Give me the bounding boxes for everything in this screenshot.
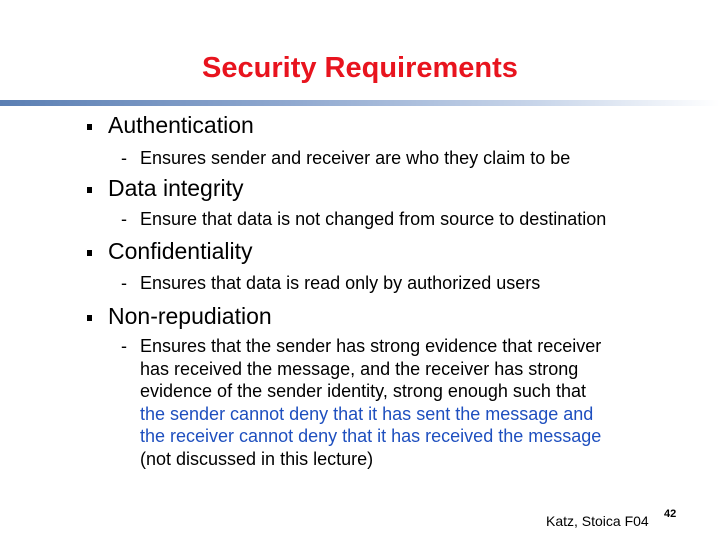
detail-line-highlight: the sender cannot deny that it has sent the message and	[140, 403, 594, 424]
square-bullet-icon	[87, 187, 92, 193]
bullet-confidentiality: Confidentiality	[108, 238, 253, 264]
detail-line: (not discussed in this lecture)	[140, 448, 374, 469]
detail-line-highlight: the receiver cannot deny that it has received the message	[140, 426, 602, 446]
detail-line: Ensures that the sender has strong evidence that receiver	[140, 336, 602, 356]
footer-credit: Katz, Stoica F04	[546, 513, 649, 529]
page-number: 42	[664, 508, 677, 520]
title-divider	[0, 100, 720, 106]
sub-bullet-data-integrity: Ensure that data is not changed from source to destination	[140, 209, 607, 229]
dash-bullet-icon: -	[121, 336, 127, 356]
slide-title: Security Requirements	[202, 52, 518, 84]
bullet-authentication: Authentication	[108, 112, 254, 138]
dash-bullet-icon: -	[121, 209, 127, 229]
bullet-data-integrity: Data integrity	[108, 175, 244, 201]
sub-bullet-non-repudiation	[140, 335, 680, 470]
bullet-non-repudiation: Non-repudiation	[108, 303, 272, 329]
sub-bullet-authentication: Ensures sender and receiver are who they claim to be	[140, 148, 571, 168]
detail-line: has received the message, and the receiver has strong	[140, 358, 579, 379]
square-bullet-icon	[87, 124, 92, 130]
detail-line: evidence of the sender identity, strong enough such that	[140, 381, 586, 401]
dash-bullet-icon: -	[121, 273, 127, 293]
square-bullet-icon	[87, 315, 92, 321]
dash-bullet-icon: -	[121, 148, 127, 168]
square-bullet-icon	[87, 250, 92, 256]
sub-bullet-confidentiality: Ensures that data is read only by authorized users	[140, 273, 541, 293]
